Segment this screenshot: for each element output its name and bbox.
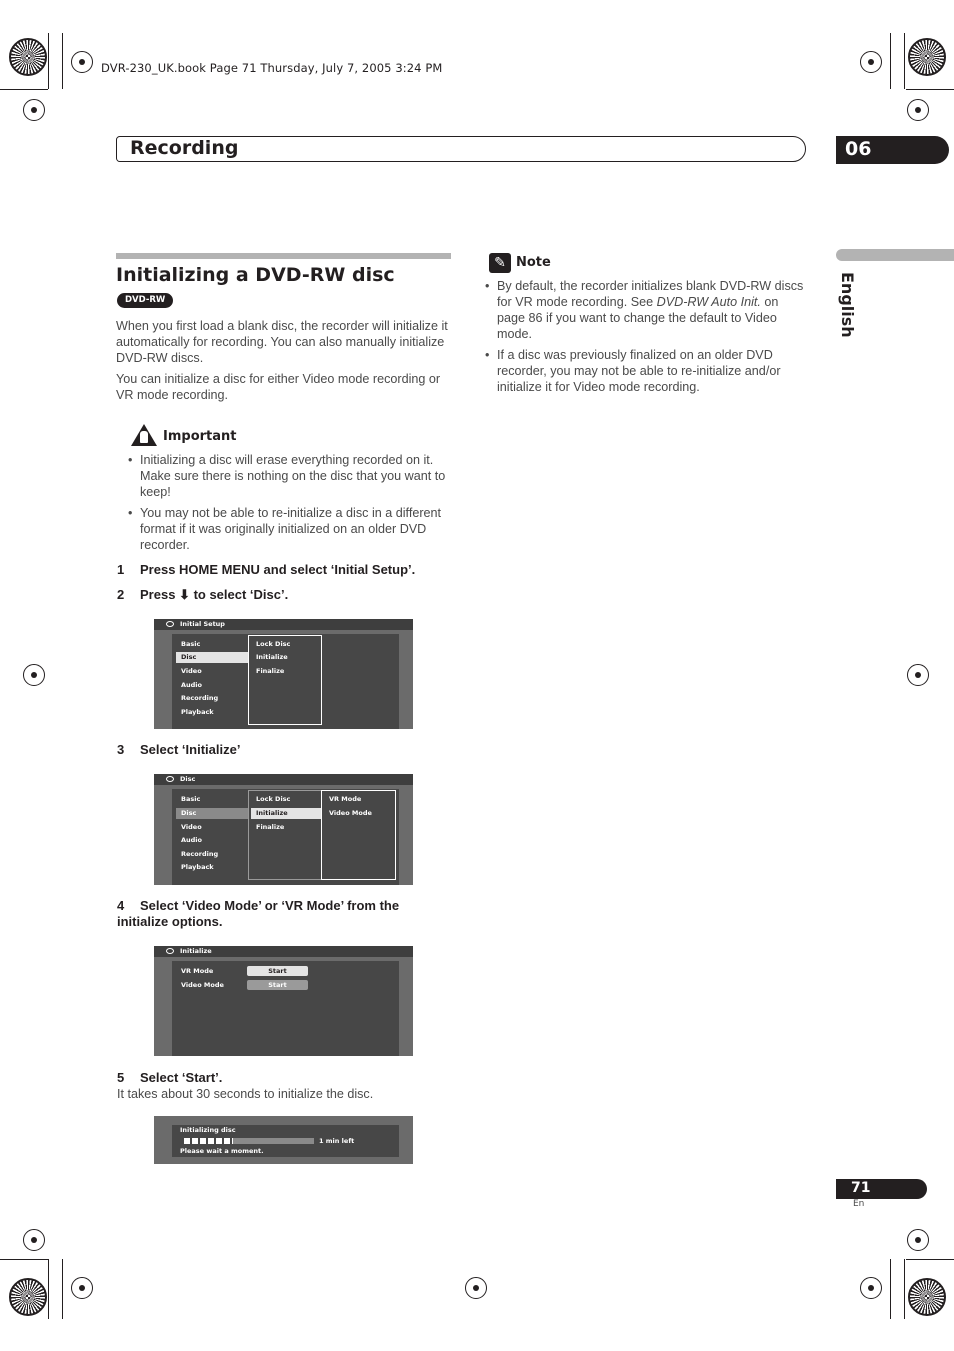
- registration-target-icon: [71, 51, 93, 73]
- language-tab: [836, 249, 954, 261]
- progress-bar: [184, 1138, 314, 1144]
- step-number: 1: [117, 562, 125, 577]
- disc-icon: [166, 948, 174, 954]
- page-language: En: [853, 1199, 865, 1209]
- note-heading: Note: [516, 255, 551, 270]
- osd-initial-setup: [154, 619, 413, 729]
- note-text: on page 86 if you want to change the default to Video mode.: [497, 295, 779, 341]
- crop-mark: [890, 1259, 891, 1319]
- submenu-initialize[interactable]: Initialize: [251, 808, 322, 819]
- menu-item-disc[interactable]: Disc: [176, 652, 249, 663]
- registration-target-icon: [23, 664, 45, 686]
- crop-mark: [904, 1259, 905, 1319]
- language-label: English: [838, 272, 857, 338]
- registration-wheel-icon: [908, 1278, 946, 1316]
- page-number-tab: [836, 1179, 927, 1199]
- submenu-lock-disc[interactable]: Lock Disc: [256, 640, 291, 648]
- registration-wheel-icon: [9, 38, 47, 76]
- menu-item-playback[interactable]: Playback: [181, 863, 214, 871]
- menu-item-audio[interactable]: Audio: [181, 681, 203, 689]
- time-remaining: 1 min left: [319, 1137, 355, 1145]
- menu-item-playback[interactable]: Playback: [181, 708, 214, 716]
- crop-mark: [48, 1259, 49, 1319]
- crop-mark: [906, 89, 954, 90]
- menu-item-recording[interactable]: Recording: [181, 694, 219, 702]
- step-text: Press: [140, 587, 180, 602]
- registration-wheel-icon: [9, 1278, 47, 1316]
- step-text: Select ‘Start’.: [140, 1070, 223, 1085]
- registration-target-icon: [907, 664, 929, 686]
- crop-mark: [904, 33, 905, 89]
- step-number: 5: [117, 1070, 125, 1085]
- registration-target-icon: [23, 99, 45, 121]
- step-2: [117, 587, 452, 603]
- important-bullet: • Initializing a disc will erase everything recorded on it. Make sure there is nothing on the disc that you want to keep!: [140, 452, 452, 500]
- menu-item-recording[interactable]: Recording: [181, 850, 219, 858]
- step-number: 4: [117, 898, 125, 913]
- osd-title: Initialize: [180, 947, 212, 955]
- option-vr-mode[interactable]: VR Mode: [329, 795, 362, 803]
- submenu-initialize[interactable]: Initialize: [256, 653, 288, 661]
- step-3: [117, 742, 452, 758]
- osd-disc: [154, 774, 413, 885]
- menu-item-basic[interactable]: Basic: [181, 795, 201, 803]
- note-text: By default, the recorder initializes blank DVD-RW discs for VR mode recording. See: [497, 279, 804, 309]
- row-label-vr-mode: VR Mode: [181, 967, 214, 975]
- crop-mark: [890, 33, 891, 89]
- progress-title: Initializing disc: [180, 1126, 236, 1134]
- progress-fill: [184, 1138, 233, 1144]
- note-bullet: [497, 278, 809, 342]
- print-header: DVR-230_UK.book Page 71 Thursday, July 7, 2005 3:24 PM: [101, 61, 443, 75]
- step-1: [117, 562, 452, 578]
- registration-target-icon: [465, 1277, 487, 1299]
- important-heading: Important: [163, 429, 237, 444]
- step-text: Press HOME MENU and select ‘Initial Setup’.: [140, 562, 416, 577]
- step-4: [117, 898, 427, 930]
- step-text: Select ‘Initialize’: [140, 742, 241, 757]
- registration-wheel-icon: [908, 38, 946, 76]
- page-title: Initializing a DVD-RW disc: [116, 264, 395, 286]
- row-label-video-mode: Video Mode: [181, 981, 224, 989]
- osd-title: Disc: [180, 775, 196, 783]
- step-5-note: It takes about 30 seconds to initialize the disc.: [117, 1087, 374, 1101]
- important-bullet: • You may not be able to re-initialize a disc in a different format if it was originally initialized on an older DVD recorder.: [140, 505, 452, 553]
- registration-target-icon: [23, 1229, 45, 1251]
- section-title: Recording: [130, 137, 239, 159]
- submenu-lock-disc[interactable]: Lock Disc: [256, 795, 291, 803]
- menu-item-basic[interactable]: Basic: [181, 640, 201, 648]
- step-text: to select ‘Disc’.: [189, 587, 289, 602]
- start-button[interactable]: Start: [247, 980, 308, 990]
- crop-mark: [0, 1259, 48, 1260]
- step-number: 3: [117, 742, 125, 757]
- submenu-finalize[interactable]: Finalize: [256, 823, 285, 831]
- section-rule: [116, 253, 451, 259]
- osd-title: Initial Setup: [180, 620, 225, 628]
- page-number: 71: [851, 1180, 871, 1196]
- step-5: [117, 1070, 452, 1086]
- menu-item-video[interactable]: Video: [181, 823, 202, 831]
- intro-paragraph-2: You can initialize a disc for either Video mode recording or VR mode recording.: [116, 372, 441, 402]
- wait-message: Please wait a moment.: [180, 1147, 264, 1155]
- osd-initializing: [154, 1116, 413, 1164]
- menu-item-video[interactable]: Video: [181, 667, 202, 675]
- registration-target-icon: [907, 1229, 929, 1251]
- registration-target-icon: [860, 51, 882, 73]
- menu-item-disc[interactable]: Disc: [176, 808, 249, 819]
- disc-icon: [166, 776, 174, 782]
- crop-mark: [906, 1259, 954, 1260]
- note-reference: DVD-RW Auto Init.: [656, 295, 761, 309]
- osd-title-bar: [154, 619, 413, 630]
- disc-icon: [166, 621, 174, 627]
- osd-title-bar: [154, 946, 413, 957]
- note-bullet: • If a disc was previously finalized on an older DVD recorder, you may not be able to re-initialize and/or initialize it for Video mode recording.: [497, 347, 809, 395]
- registration-target-icon: [71, 1277, 93, 1299]
- start-button[interactable]: Start: [247, 966, 308, 976]
- chapter-number: 06: [845, 138, 872, 160]
- crop-mark: [62, 33, 63, 89]
- crop-mark: [62, 1259, 63, 1319]
- step-text: Select ‘Video Mode’ or ‘VR Mode’ from the initialize options.: [117, 898, 400, 929]
- step-number: 2: [117, 587, 125, 602]
- crop-mark: [0, 89, 48, 90]
- pencil-icon: ✎: [489, 253, 511, 273]
- osd-title-bar: [154, 774, 413, 785]
- osd-initialize: [154, 946, 413, 1056]
- hand-icon: [140, 431, 148, 443]
- registration-target-icon: [860, 1277, 882, 1299]
- down-arrow-icon: ⬇: [179, 587, 190, 602]
- registration-target-icon: [907, 99, 929, 121]
- menu-item-audio[interactable]: Audio: [181, 836, 203, 844]
- option-video-mode[interactable]: Video Mode: [329, 809, 372, 817]
- disc-type-badge: DVD-RW: [117, 293, 173, 308]
- intro-paragraph: When you first load a blank disc, the recorder will initialize it automatically for recording. You can also manually initialize DVD-RW discs.: [116, 319, 448, 365]
- submenu-finalize[interactable]: Finalize: [256, 667, 285, 675]
- crop-mark: [48, 33, 49, 89]
